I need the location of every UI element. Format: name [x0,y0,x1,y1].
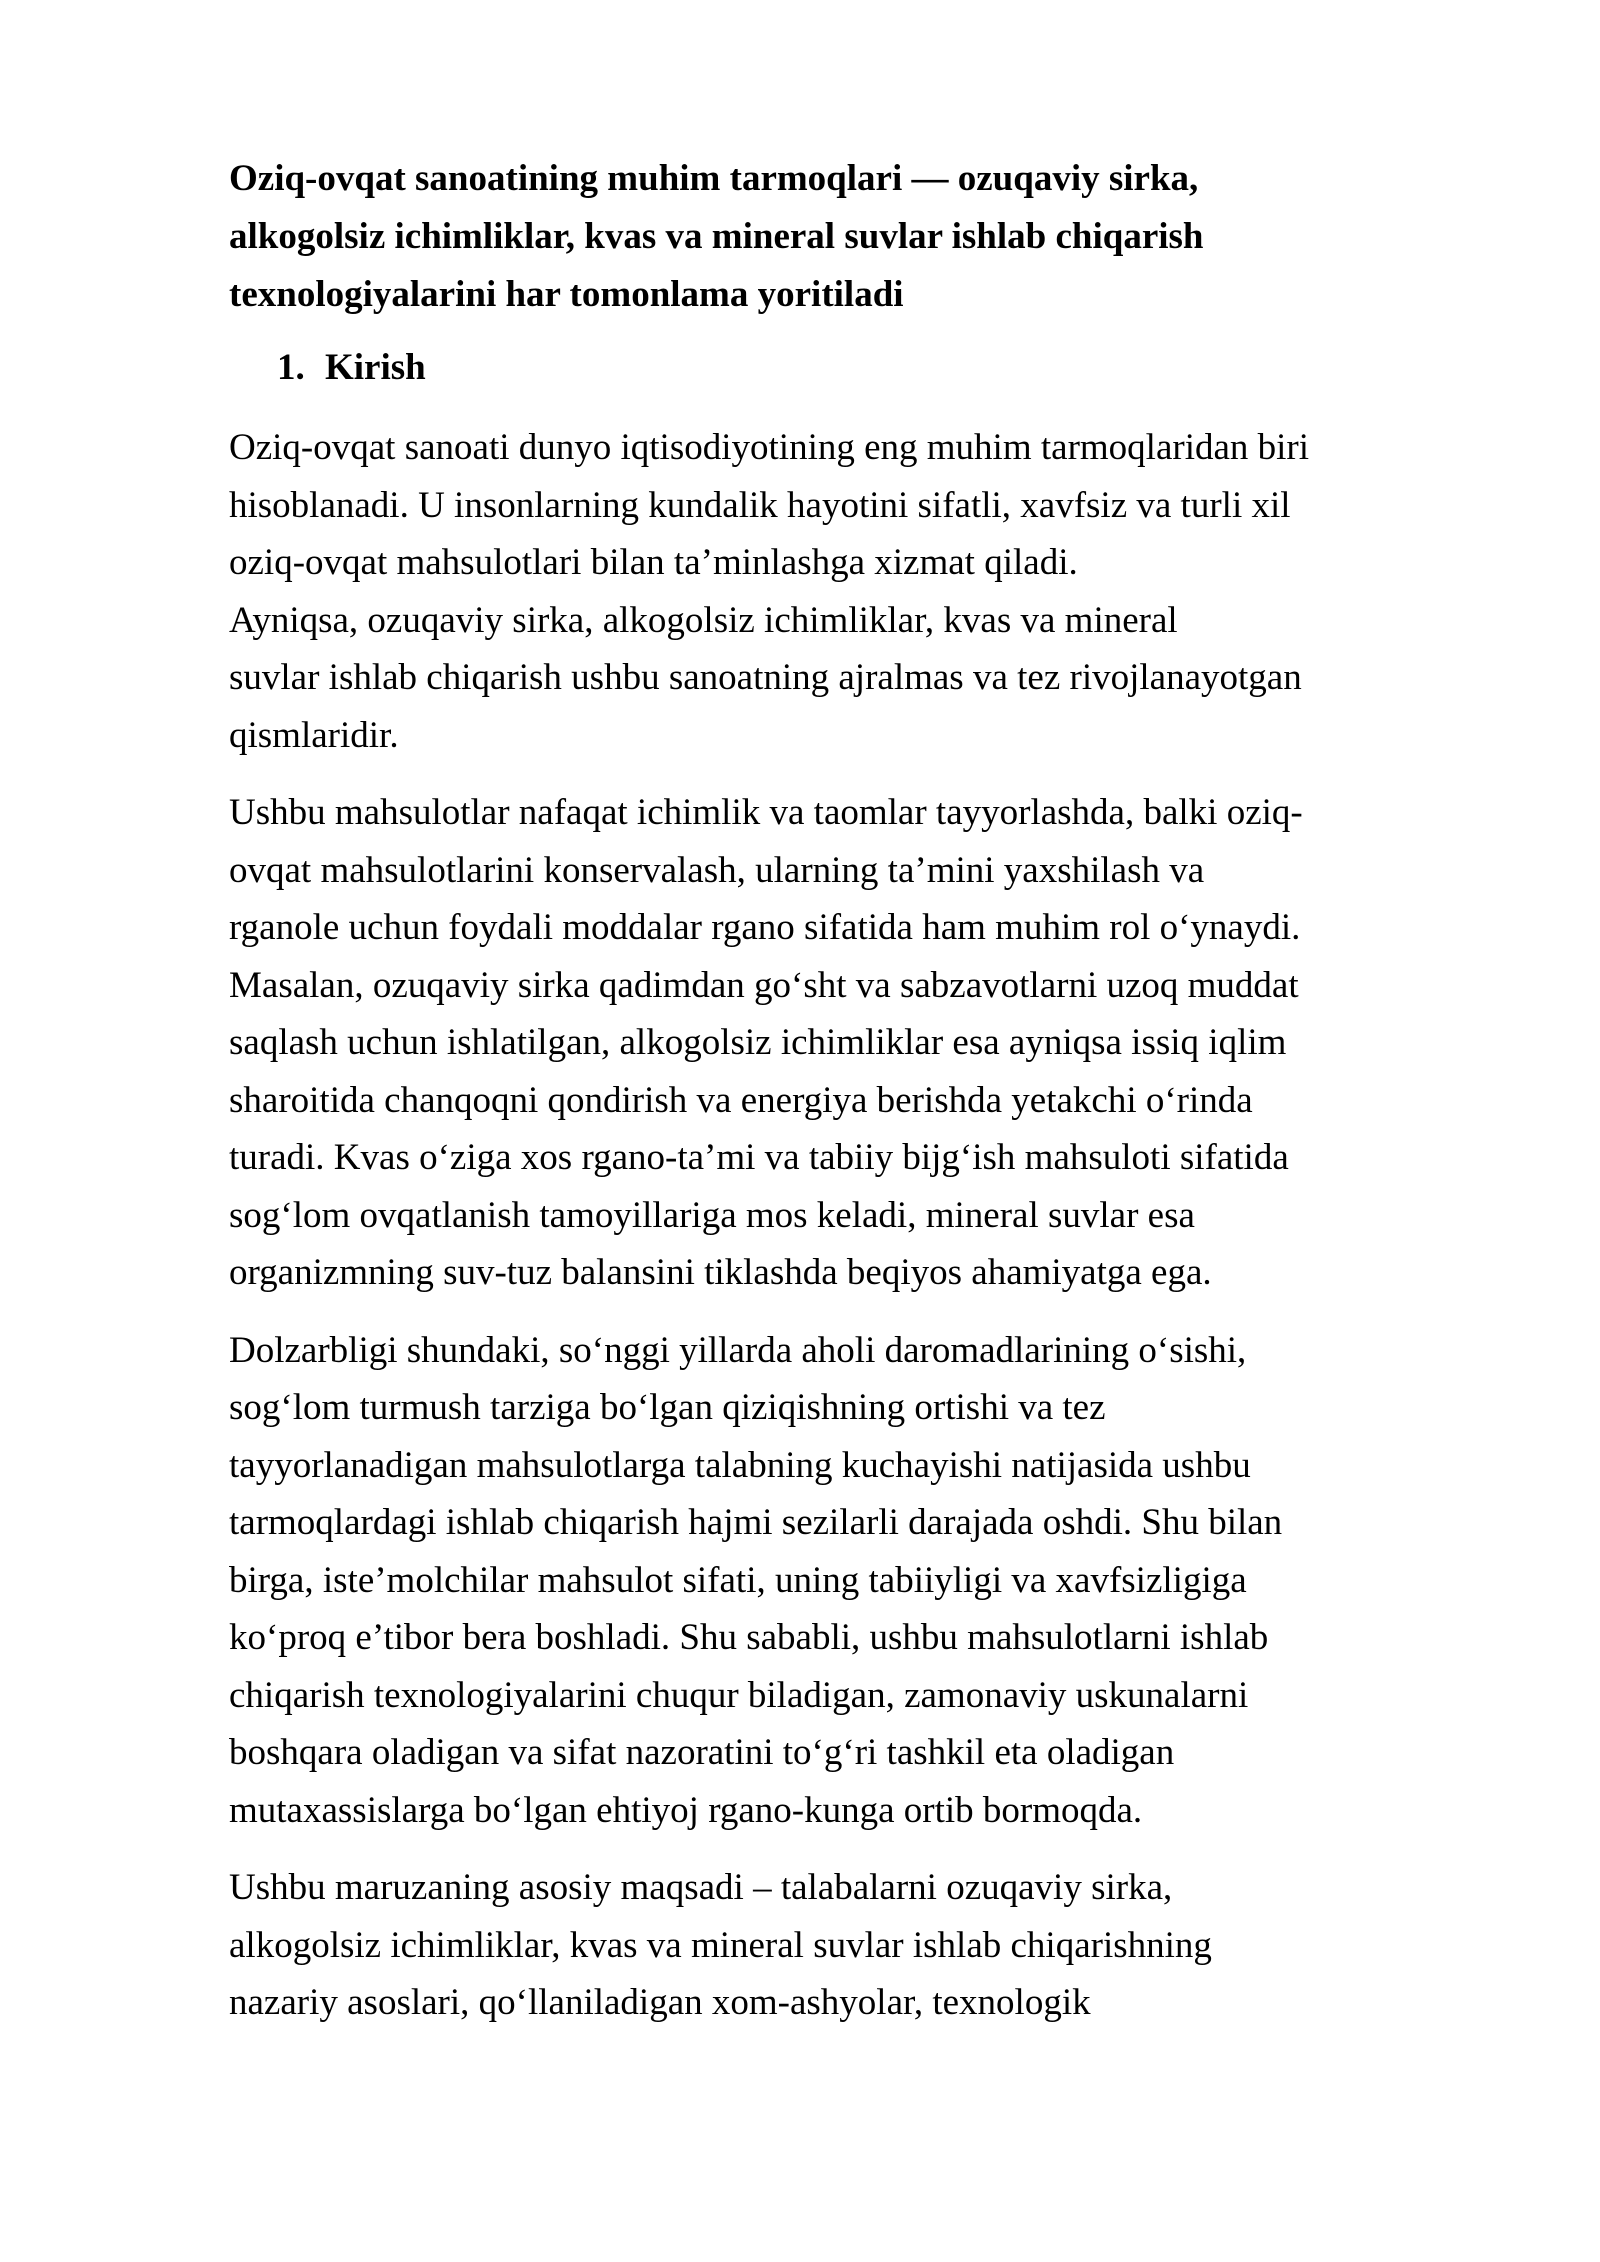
paragraph-line: tarmoqlardagi ishlab chiqarish hajmi sezilarli darajada oshdi. Shu bilan [229,1502,1283,1543]
paragraph-line: qismlaridir. [229,714,399,756]
paragraph-line: ovqat mahsulotlarini konservalash, ularning ta’mini yaxshilash va [229,849,1205,891]
paragraph-line: tayyorlanadigan mahsulotlarga talabning kuchayishi natijasida ushbu [229,1444,1251,1486]
paragraph-line: Ushbu mahsulotlar nafaqat ichimlik va taomlar tayyorlashda, balki oziq- [229,792,1303,833]
paragraph-line: sog‘lom ovqatlanish tamoyillariga mos keladi, mineral suvlar esa [229,1194,1195,1236]
paragraph-line: Dolzarbligi shundaki, so‘nggi yillarda aholi daromadlarining o‘sishi, [229,1329,1247,1371]
paragraph-line: mutaxassislarga bo‘lgan ehtiyoj rgano-kunga ortib bormoqda. [229,1789,1143,1831]
paragraph-line: turadi. Kvas o‘ziga xos rgano-ta’mi va tabiiy bijg‘ish mahsuloti sifatida [229,1137,1289,1178]
paragraph-line: organizmning suv-tuz balansini tiklashda beqiyos ahamiyatga ega. [229,1252,1212,1293]
paragraph-line: suvlar ishlab chiqarish ushbu sanoatning ajralmas va tez rivojlanayotgan [229,657,1302,698]
paragraph-intro [229,419,1509,764]
paragraph-line: rganole uchun foydali moddalar rgano sifatida ham muhim rol o‘ynaydi. [229,907,1301,948]
paragraph-goal [229,1859,1509,2032]
paragraph-relevance [229,1322,1509,1840]
paragraph-line: Oziq-ovqat sanoati dunyo iqtisodiyotining eng muhim tarmoqlaridan biri [229,427,1310,468]
paragraph-line: hisoblanadi. U insonlarning kundalik hayotini sifatli, xavfsiz va turli xil [229,484,1291,526]
document-title [229,150,1509,324]
paragraph-line: sog‘lom turmush tarziga bo‘lgan qiziqishning ortishi va tez [229,1387,1106,1428]
paragraph-line: Ushbu maruzaning asosiy maqsadi – talabalarni ozuqaviy sirka, [229,1867,1173,1908]
title-line: alkogolsiz ichimliklar, kvas va mineral suvlar ishlab chiqarish [229,216,1204,257]
paragraph-line: boshqara oladigan va sifat nazoratini to‘g‘ri tashkil eta oladigan [229,1732,1175,1773]
paragraph-line: oziq-ovqat mahsulotlari bilan ta’minlashga xizmat qiladi. [229,542,1078,583]
section-number: 1. [277,347,305,388]
document-body [229,150,1509,2032]
paragraph-line: Masalan, ozuqaviy sirka qadimdan go‘sht va sabzavotlarni uzoq muddat [229,964,1299,1006]
paragraph-line: ko‘proq e’tibor bera boshladi. Shu sababli, ushbu mahsulotlarni ishlab [229,1617,1269,1658]
paragraph-line: saqlash uchun ishlatilgan, alkogolsiz ichimliklar esa ayniqsa issiq iqlim [229,1022,1287,1063]
title-line: texnologiyalarini har tomonlama yoritiladi [229,274,904,315]
section-heading [277,339,1509,397]
paragraph-line: chiqarish texnologiyalarini chuqur biladigan, zamonaviy uskunalarni [229,1674,1249,1716]
paragraph-line: nazariy asoslari, qo‘llaniladigan xom-ashyolar, texnologik [229,1982,1091,2023]
title-line: Oziq-ovqat sanoatining muhim tarmoqlari — ozuqaviy sirka, [229,158,1199,199]
paragraph-line: alkogolsiz ichimliklar, kvas va mineral suvlar ishlab chiqarishning [229,1924,1212,1966]
paragraph-line: Ayniqsa, ozuqaviy sirka, alkogolsiz ichimliklar, kvas va mineral [229,599,1178,641]
paragraph-products [229,784,1509,1302]
paragraph-line: sharoitida chanqoqni qondirish va energiya berishda yetakchi o‘rinda [229,1079,1253,1121]
paragraph-line: birga, iste’molchilar mahsulot sifati, uning tabiiyligi va xavfsizligiga [229,1559,1247,1601]
section-title: Kirish [325,347,426,388]
